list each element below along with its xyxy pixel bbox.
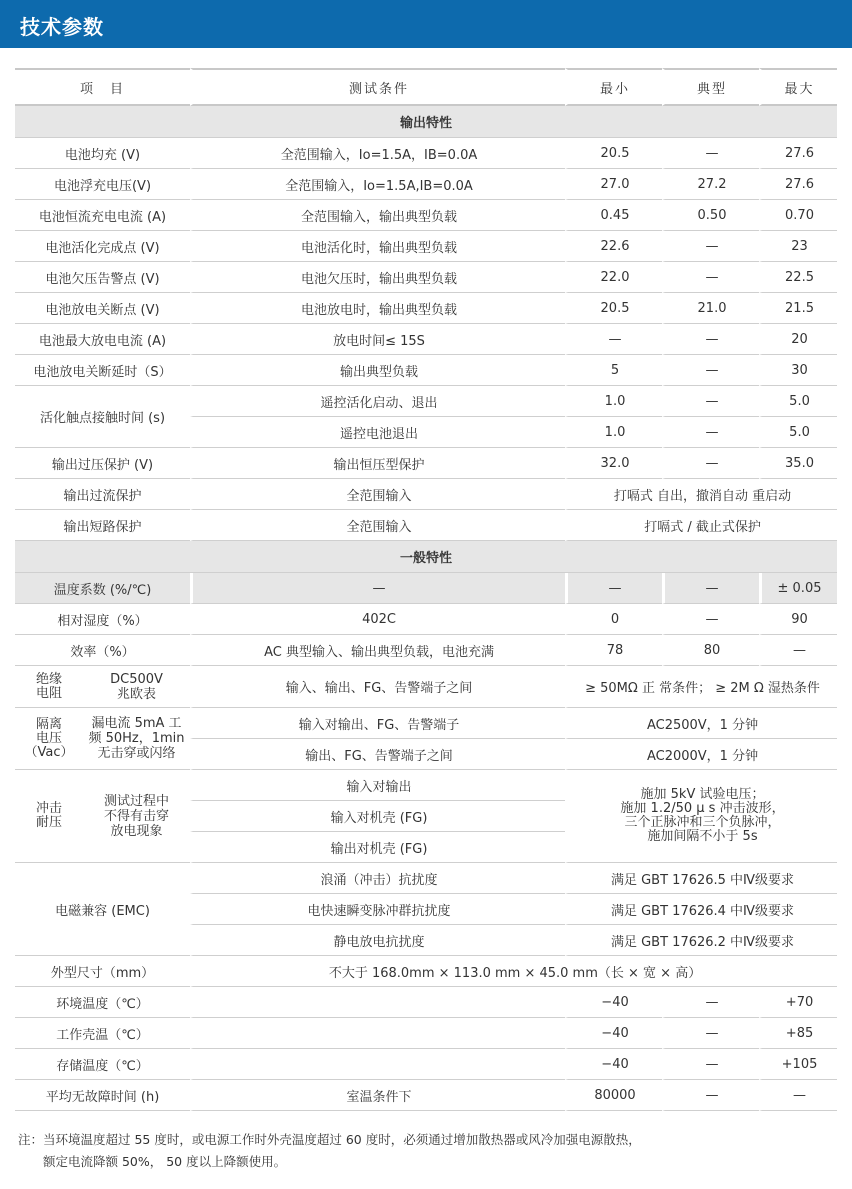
row-name: 电池放电关断延时（S）: [15, 355, 190, 386]
row-max: +105: [759, 1049, 837, 1080]
row-condition: 全范围输入: [190, 510, 565, 541]
row-value: AC2500V，1 分钟: [565, 708, 837, 739]
table-row: [15, 573, 837, 604]
row-name: 电池均充 (V): [15, 138, 190, 169]
row-condition: 输入对输出、FG、告警端子: [190, 708, 565, 739]
row-condition: 输入对机壳 (FG): [190, 801, 565, 832]
row-name: [15, 770, 83, 863]
row-name: 效率（%）: [15, 635, 190, 666]
row-max: 20: [759, 324, 837, 355]
row-typ: 80: [662, 635, 759, 666]
row-condition: AC 典型输入、输出典型负载，电池充满: [190, 635, 565, 666]
row-min: 20.5: [565, 293, 662, 324]
table-row: [15, 138, 837, 169]
row-condition: 放电时间≤ 15S: [190, 324, 565, 355]
row-typ: —: [662, 324, 759, 355]
row-typ: —: [662, 987, 759, 1018]
footnote-line-2: 额定电流降额 50%， 50 度以上降额使用。: [43, 1154, 287, 1169]
row-typ: —: [662, 386, 759, 417]
row-value: ≥ 50MΩ 正 常条件； ≥ 2M Ω 湿热条件: [565, 666, 837, 708]
row-typ: —: [662, 231, 759, 262]
row-name: 温度系数 (%/℃): [15, 573, 190, 604]
row-value: 打嗝式 / 截止式保护: [565, 510, 837, 541]
row-name: 电池最大放电电流 (A): [15, 324, 190, 355]
spec-table: [15, 68, 837, 1111]
row-name: 工作壳温（℃）: [15, 1018, 190, 1049]
row-max: 23: [759, 231, 837, 262]
row-typ: —: [662, 355, 759, 386]
table-row: [15, 1018, 837, 1049]
row-name: 电池欠压告警点 (V): [15, 262, 190, 293]
row-condition: 输入、输出、FG、告警端子之间: [190, 666, 565, 708]
row-name: 活化触点接触时间 (s): [15, 386, 190, 448]
row-condition: 室温条件下: [190, 1080, 565, 1111]
row-value: 满足 GBT 17626.5 中Ⅳ级要求: [565, 863, 837, 894]
row-max: 5.0: [759, 386, 837, 417]
row-max: 90: [759, 604, 837, 635]
row-condition: 全范围输入，输出典型负载: [190, 200, 565, 231]
header-condition: 测试条件: [190, 68, 565, 106]
row-name: 电磁兼容 (EMC): [15, 863, 190, 956]
row-typ: —: [662, 1080, 759, 1111]
row-min: 27.0: [565, 169, 662, 200]
table-row: [15, 1080, 837, 1111]
row-max: 27.6: [759, 169, 837, 200]
row-condition: 输出恒压型保护: [190, 448, 565, 479]
row-min: 20.5: [565, 138, 662, 169]
row-typ: —: [662, 138, 759, 169]
row-max: 5.0: [759, 417, 837, 448]
row-name: 电池浮充电压(V): [15, 169, 190, 200]
row-value: [565, 770, 837, 863]
table-row: [15, 324, 837, 355]
row-min: 78: [565, 635, 662, 666]
row-condition: [190, 1049, 565, 1080]
table-row: [15, 355, 837, 386]
row-condition: 全范围输入，Io=1.5A，IB=0.0A: [190, 138, 565, 169]
row-min: 32.0: [565, 448, 662, 479]
table-row: [15, 863, 837, 894]
row-condition: [190, 1018, 565, 1049]
table-row: [15, 770, 837, 801]
row-condition: 输入对输出: [190, 770, 565, 801]
row-max: —: [759, 635, 837, 666]
row-condition: 遥控活化启动、退出: [190, 386, 565, 417]
section-title-general: 一般特性: [15, 541, 837, 573]
row-condition: 输出典型负载: [190, 355, 565, 386]
table-row: [15, 386, 837, 417]
row-condition: 全范围输入，Io=1.5A,IB=0.0A: [190, 169, 565, 200]
row-condition: 电快速瞬变脉冲群抗扰度: [190, 894, 565, 925]
row-min: −40: [565, 1049, 662, 1080]
row-typ: —: [662, 1049, 759, 1080]
row-subcondition: [83, 770, 190, 863]
row-name: 输出短路保护: [15, 510, 190, 541]
row-max: 21.5: [759, 293, 837, 324]
row-value: 满足 GBT 17626.2 中Ⅳ级要求: [565, 925, 837, 956]
row-typ: —: [662, 1018, 759, 1049]
row-min: −40: [565, 1018, 662, 1049]
row-name: 输出过流保护: [15, 479, 190, 510]
row-name: 环境温度（℃）: [15, 987, 190, 1018]
row-typ: —: [662, 604, 759, 635]
row-condition: 静电放电抗扰度: [190, 925, 565, 956]
row-subcondition-text: 测试过程中 不得有击穿 放电现象: [104, 793, 170, 839]
row-name-text: 隔离 电压 （Vac）: [24, 716, 74, 760]
row-condition: 输出对机壳 (FG): [190, 832, 565, 863]
row-min: 0: [565, 604, 662, 635]
row-value-text: 施加 5kV 试验电压； 施加 1.2/50 μ s 冲击波形， 三个正脉冲和三个负脉冲， 施加间隔不小于 5s: [620, 787, 785, 844]
table-row: [15, 604, 837, 635]
row-value: 不大于 168.0mm × 113.0 mm × 45.0 mm（长 × 宽 × 高）: [190, 956, 837, 987]
row-condition: 电池放电时，输出典型负载: [190, 293, 565, 324]
row-value: 打嗝式 自出，撤消自动 重启动: [565, 479, 837, 510]
row-condition: 遥控电池退出: [190, 417, 565, 448]
row-condition: 浪涌（冲击）抗扰度: [190, 863, 565, 894]
table-row: [15, 262, 837, 293]
table-row: [15, 635, 837, 666]
table-row: [15, 169, 837, 200]
table-row: [15, 708, 837, 739]
footnote-line-1: 注：当环境温度超过 55 度时，或电源工作时外壳温度超过 60 度时，必须通过增加散热器或风冷加强电源散热，: [18, 1132, 641, 1147]
row-name: 输出过压保护 (V): [15, 448, 190, 479]
row-name-text: 冲击 耐压: [35, 801, 62, 830]
row-subcondition-text: DC500V 兆欧表: [110, 671, 163, 702]
table-row: [15, 666, 837, 708]
row-name: 外型尺寸（mm）: [15, 956, 190, 987]
table-header-row: [15, 68, 837, 106]
header-typ: 典型: [662, 68, 759, 106]
header-min: 最小: [565, 68, 662, 106]
table-row: [15, 479, 837, 510]
row-value: 满足 GBT 17626.4 中Ⅳ级要求: [565, 894, 837, 925]
table-row: [15, 987, 837, 1018]
row-name: 平均无故障时间 (h): [15, 1080, 190, 1111]
row-condition: 电池活化时，输出典型负载: [190, 231, 565, 262]
row-max: 35.0: [759, 448, 837, 479]
row-typ: —: [662, 573, 759, 604]
table-row: [15, 956, 837, 987]
row-max: —: [759, 1080, 837, 1111]
row-condition: 全范围输入: [190, 479, 565, 510]
table-row: [15, 231, 837, 262]
header-item: 项 目: [15, 68, 190, 106]
row-name: [15, 708, 83, 770]
table-row: [15, 1049, 837, 1080]
row-min: 80000: [565, 1080, 662, 1111]
table-row: [15, 293, 837, 324]
row-name: 相对湿度（%）: [15, 604, 190, 635]
row-min: 22.0: [565, 262, 662, 293]
row-name: 电池放电关断点 (V): [15, 293, 190, 324]
row-min: 5: [565, 355, 662, 386]
row-typ: —: [662, 262, 759, 293]
row-typ: —: [662, 417, 759, 448]
row-min: 0.45: [565, 200, 662, 231]
row-max: 0.70: [759, 200, 837, 231]
row-min: 1.0: [565, 417, 662, 448]
row-name: 存储温度（℃）: [15, 1049, 190, 1080]
row-condition: [190, 987, 565, 1018]
section-title-output: 输出特性: [15, 106, 837, 138]
section-header: [15, 541, 837, 573]
page-title: 技术参数: [20, 15, 104, 39]
title-banner: [0, 0, 852, 48]
row-max: 27.6: [759, 138, 837, 169]
row-condition: —: [190, 573, 565, 604]
footnote: [18, 1129, 641, 1173]
table-row: [15, 200, 837, 231]
row-max: 22.5: [759, 262, 837, 293]
row-min: 1.0: [565, 386, 662, 417]
row-name: [15, 666, 83, 708]
row-typ: 27.2: [662, 169, 759, 200]
row-condition: 402C: [190, 604, 565, 635]
row-max: ± 0.05: [759, 573, 837, 604]
row-max: +85: [759, 1018, 837, 1049]
table-row: [15, 510, 837, 541]
row-min: —: [565, 324, 662, 355]
row-min: —: [565, 573, 662, 604]
row-subcondition: [83, 708, 190, 770]
row-condition: 电池欠压时，输出典型负载: [190, 262, 565, 293]
table-row: [15, 448, 837, 479]
row-subcondition-text: 漏电流 5mA 工 频 50Hz，1min 无击穿或闪络: [88, 716, 185, 761]
header-max: 最大: [759, 68, 837, 106]
row-max: +70: [759, 987, 837, 1018]
row-min: 22.6: [565, 231, 662, 262]
row-max: 30: [759, 355, 837, 386]
row-condition: 输出、FG、告警端子之间: [190, 739, 565, 770]
row-name: 电池恒流充电电流 (A): [15, 200, 190, 231]
section-header: [15, 106, 837, 138]
row-name: 电池活化完成点 (V): [15, 231, 190, 262]
row-subcondition: [83, 666, 190, 708]
row-typ: 0.50: [662, 200, 759, 231]
row-typ: —: [662, 448, 759, 479]
row-typ: 21.0: [662, 293, 759, 324]
row-value: AC2000V，1 分钟: [565, 739, 837, 770]
row-min: −40: [565, 987, 662, 1018]
row-name-text: 绝缘 电阻: [35, 671, 62, 701]
